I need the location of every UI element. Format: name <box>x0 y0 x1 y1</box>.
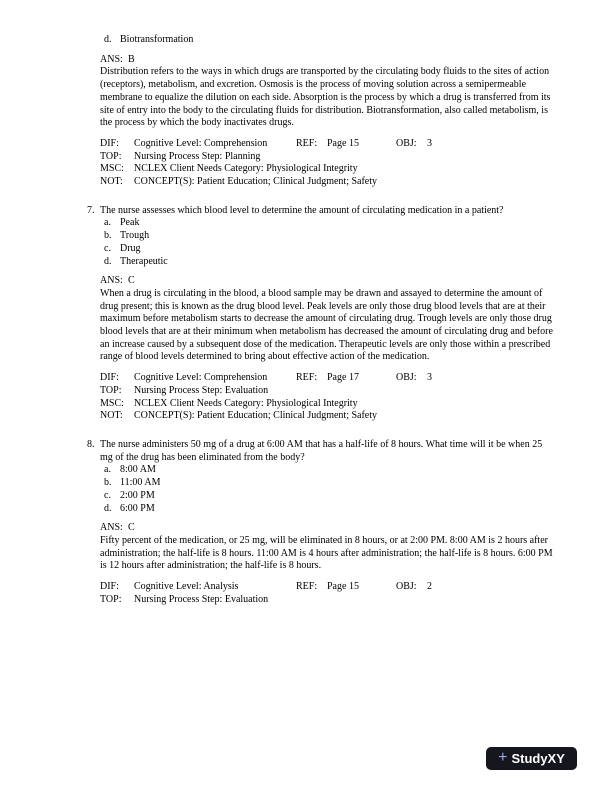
option-letter: d. <box>104 34 112 45</box>
option-letter: c. <box>104 489 111 501</box>
meta-top-row <box>100 151 555 164</box>
obj-label: OBJ: <box>396 581 417 593</box>
msc-value: NCLEX Client Needs Category: Physiological Integrity <box>134 163 358 175</box>
meta-block-q7 <box>100 372 555 423</box>
meta-not-row <box>100 410 555 423</box>
brand-name: StudyXY <box>511 750 565 766</box>
option-text: 11:00 AM <box>120 477 161 489</box>
ref-label: REF: <box>296 137 318 149</box>
obj-value: 3 <box>427 372 432 384</box>
plus-icon: + <box>498 749 508 766</box>
top-label: TOP: <box>100 384 122 396</box>
option-text: Peak <box>120 217 140 229</box>
meta-dif-row <box>100 581 555 594</box>
option-letter: a. <box>104 217 111 229</box>
dif-value: Cognitive Level: Analysis <box>134 581 239 593</box>
obj-label: OBJ: <box>396 137 417 149</box>
not-value: CONCEPT(S): Patient Education; Clinical Judgment; Safety <box>134 410 378 422</box>
answer-label: ANS: <box>100 53 123 65</box>
answer-value: C <box>128 522 135 534</box>
answer-block-q8 <box>100 522 555 573</box>
ref-value: Page 15 <box>327 581 359 593</box>
dif-label: DIF: <box>100 372 119 384</box>
ref-value: Page 15 <box>327 137 359 149</box>
top-label: TOP: <box>100 150 122 162</box>
question-text: The nurse administers 50 mg of a drug at 6:00 AM that has a half-life of 8 hours. What time will it be when 25 mg of the drug has been eliminated from the body? <box>100 438 543 463</box>
answer-block-q6 <box>100 54 555 130</box>
dif-label: DIF: <box>100 137 119 149</box>
question-text: The nurse assesses which blood level to determine the amount of circulating medication in a patient? <box>100 204 504 216</box>
answer-block-q7 <box>100 275 555 364</box>
answer-label: ANS: <box>100 275 123 287</box>
option-a <box>104 464 555 477</box>
meta-top-row <box>100 385 555 398</box>
meta-msc-row <box>100 398 555 411</box>
option-d-biotransformation <box>104 34 555 47</box>
msc-value: NCLEX Client Needs Category: Physiological Integrity <box>134 397 358 409</box>
msc-label: MSC: <box>100 397 124 409</box>
option-d <box>104 256 555 269</box>
option-letter: d. <box>104 255 112 267</box>
options-list-q8 <box>104 464 555 515</box>
answer-line <box>100 522 555 535</box>
meta-block-q6 <box>100 138 555 189</box>
option-letter: c. <box>104 242 111 254</box>
not-value: CONCEPT(S): Patient Education; Clinical Judgment; Safety <box>134 176 378 188</box>
ref-value: Page 17 <box>327 372 359 384</box>
rationale-text: Distribution refers to the ways in which drugs are transported by the circulating body fluids to the sites of action (receptors), metabolism, and excretion. Osmosis is the process of moving solution across a semipermeable membrane to equalize the dilution on each side. Absorption is the process by which a drug is transferred from its site of entry into the body to the circulating fluids for distribution. Biotransformation, also called metabolism, is the process by which the body inactivates drugs. <box>100 66 551 129</box>
meta-not-row <box>100 176 555 189</box>
dif-value: Cognitive Level: Comprehension <box>134 372 268 384</box>
ref-label: REF: <box>296 581 318 593</box>
option-b <box>104 230 555 243</box>
meta-msc-row <box>100 163 555 176</box>
question-8 <box>87 438 555 464</box>
option-text: Biotransformation <box>120 34 194 45</box>
msc-label: MSC: <box>100 163 124 175</box>
meta-dif-row <box>100 138 555 151</box>
rationale-text: Fifty percent of the medication, or 25 mg, will be eliminated in 8 hours, or at 2:00 PM. 8:00 AM is 2 hours after administration; the half-life is 8 hours. 11:00 AM is 4 hours after administration; the half-life is 8 hours. 6:00 PM is 12 hours after administration; the half-life is 8 hours. <box>100 534 553 572</box>
top-value: Nursing Process Step: Evaluation <box>134 384 269 396</box>
top-value: Nursing Process Step: Planning <box>134 150 261 162</box>
answer-value: B <box>128 53 135 65</box>
option-text: 6:00 PM <box>120 502 155 514</box>
not-label: NOT: <box>100 176 123 188</box>
dif-value: Cognitive Level: Comprehension <box>134 137 268 149</box>
option-letter: b. <box>104 230 112 242</box>
meta-dif-row <box>100 372 555 385</box>
ref-label: REF: <box>296 372 318 384</box>
option-d <box>104 503 555 516</box>
top-value: Nursing Process Step: Evaluation <box>134 593 269 605</box>
dif-label: DIF: <box>100 581 119 593</box>
option-letter: d. <box>104 502 112 514</box>
option-b <box>104 477 555 490</box>
obj-value: 3 <box>427 137 432 149</box>
option-c <box>104 490 555 503</box>
question-number: 8. <box>87 438 95 450</box>
question-7 <box>87 204 555 218</box>
answer-value: C <box>128 275 135 287</box>
obj-value: 2 <box>427 581 432 593</box>
obj-label: OBJ: <box>396 372 417 384</box>
question-number: 7. <box>87 204 95 216</box>
answer-line <box>100 275 555 288</box>
not-label: NOT: <box>100 410 123 422</box>
option-text: 8:00 AM <box>120 464 156 476</box>
option-letter: a. <box>104 464 111 476</box>
option-a <box>104 217 555 230</box>
option-letter: b. <box>104 477 112 489</box>
rationale-text: When a drug is circulating in the blood, a blood sample may be drawn and assayed to determine the amount of drug present; this is known as the drug blood level. Peak levels are only those drug blood levels that are at their maximum before metabolism starts to decrease the amount of circulating drug. Trough levels are only those drug blood levels that are at their minimum when metabolism has decreased the amount of circulating drug and before an increase caused by a subsequent dose of the medication. Therapeutic levels are only those within a prescribed range of blood levels determined to bring about effective action of the medication. <box>100 287 553 363</box>
options-list-q7 <box>104 217 555 268</box>
option-text: Trough <box>120 230 150 242</box>
option-text: Drug <box>120 242 141 254</box>
option-text: 2:00 PM <box>120 489 155 501</box>
top-label: TOP: <box>100 593 122 605</box>
answer-line <box>100 54 555 67</box>
option-c <box>104 243 555 256</box>
meta-top-row <box>100 594 555 607</box>
meta-block-q8 <box>100 581 555 606</box>
answer-label: ANS: <box>100 522 123 534</box>
studyxy-brand-badge[interactable] <box>486 747 577 770</box>
option-text: Therapeutic <box>120 255 168 267</box>
